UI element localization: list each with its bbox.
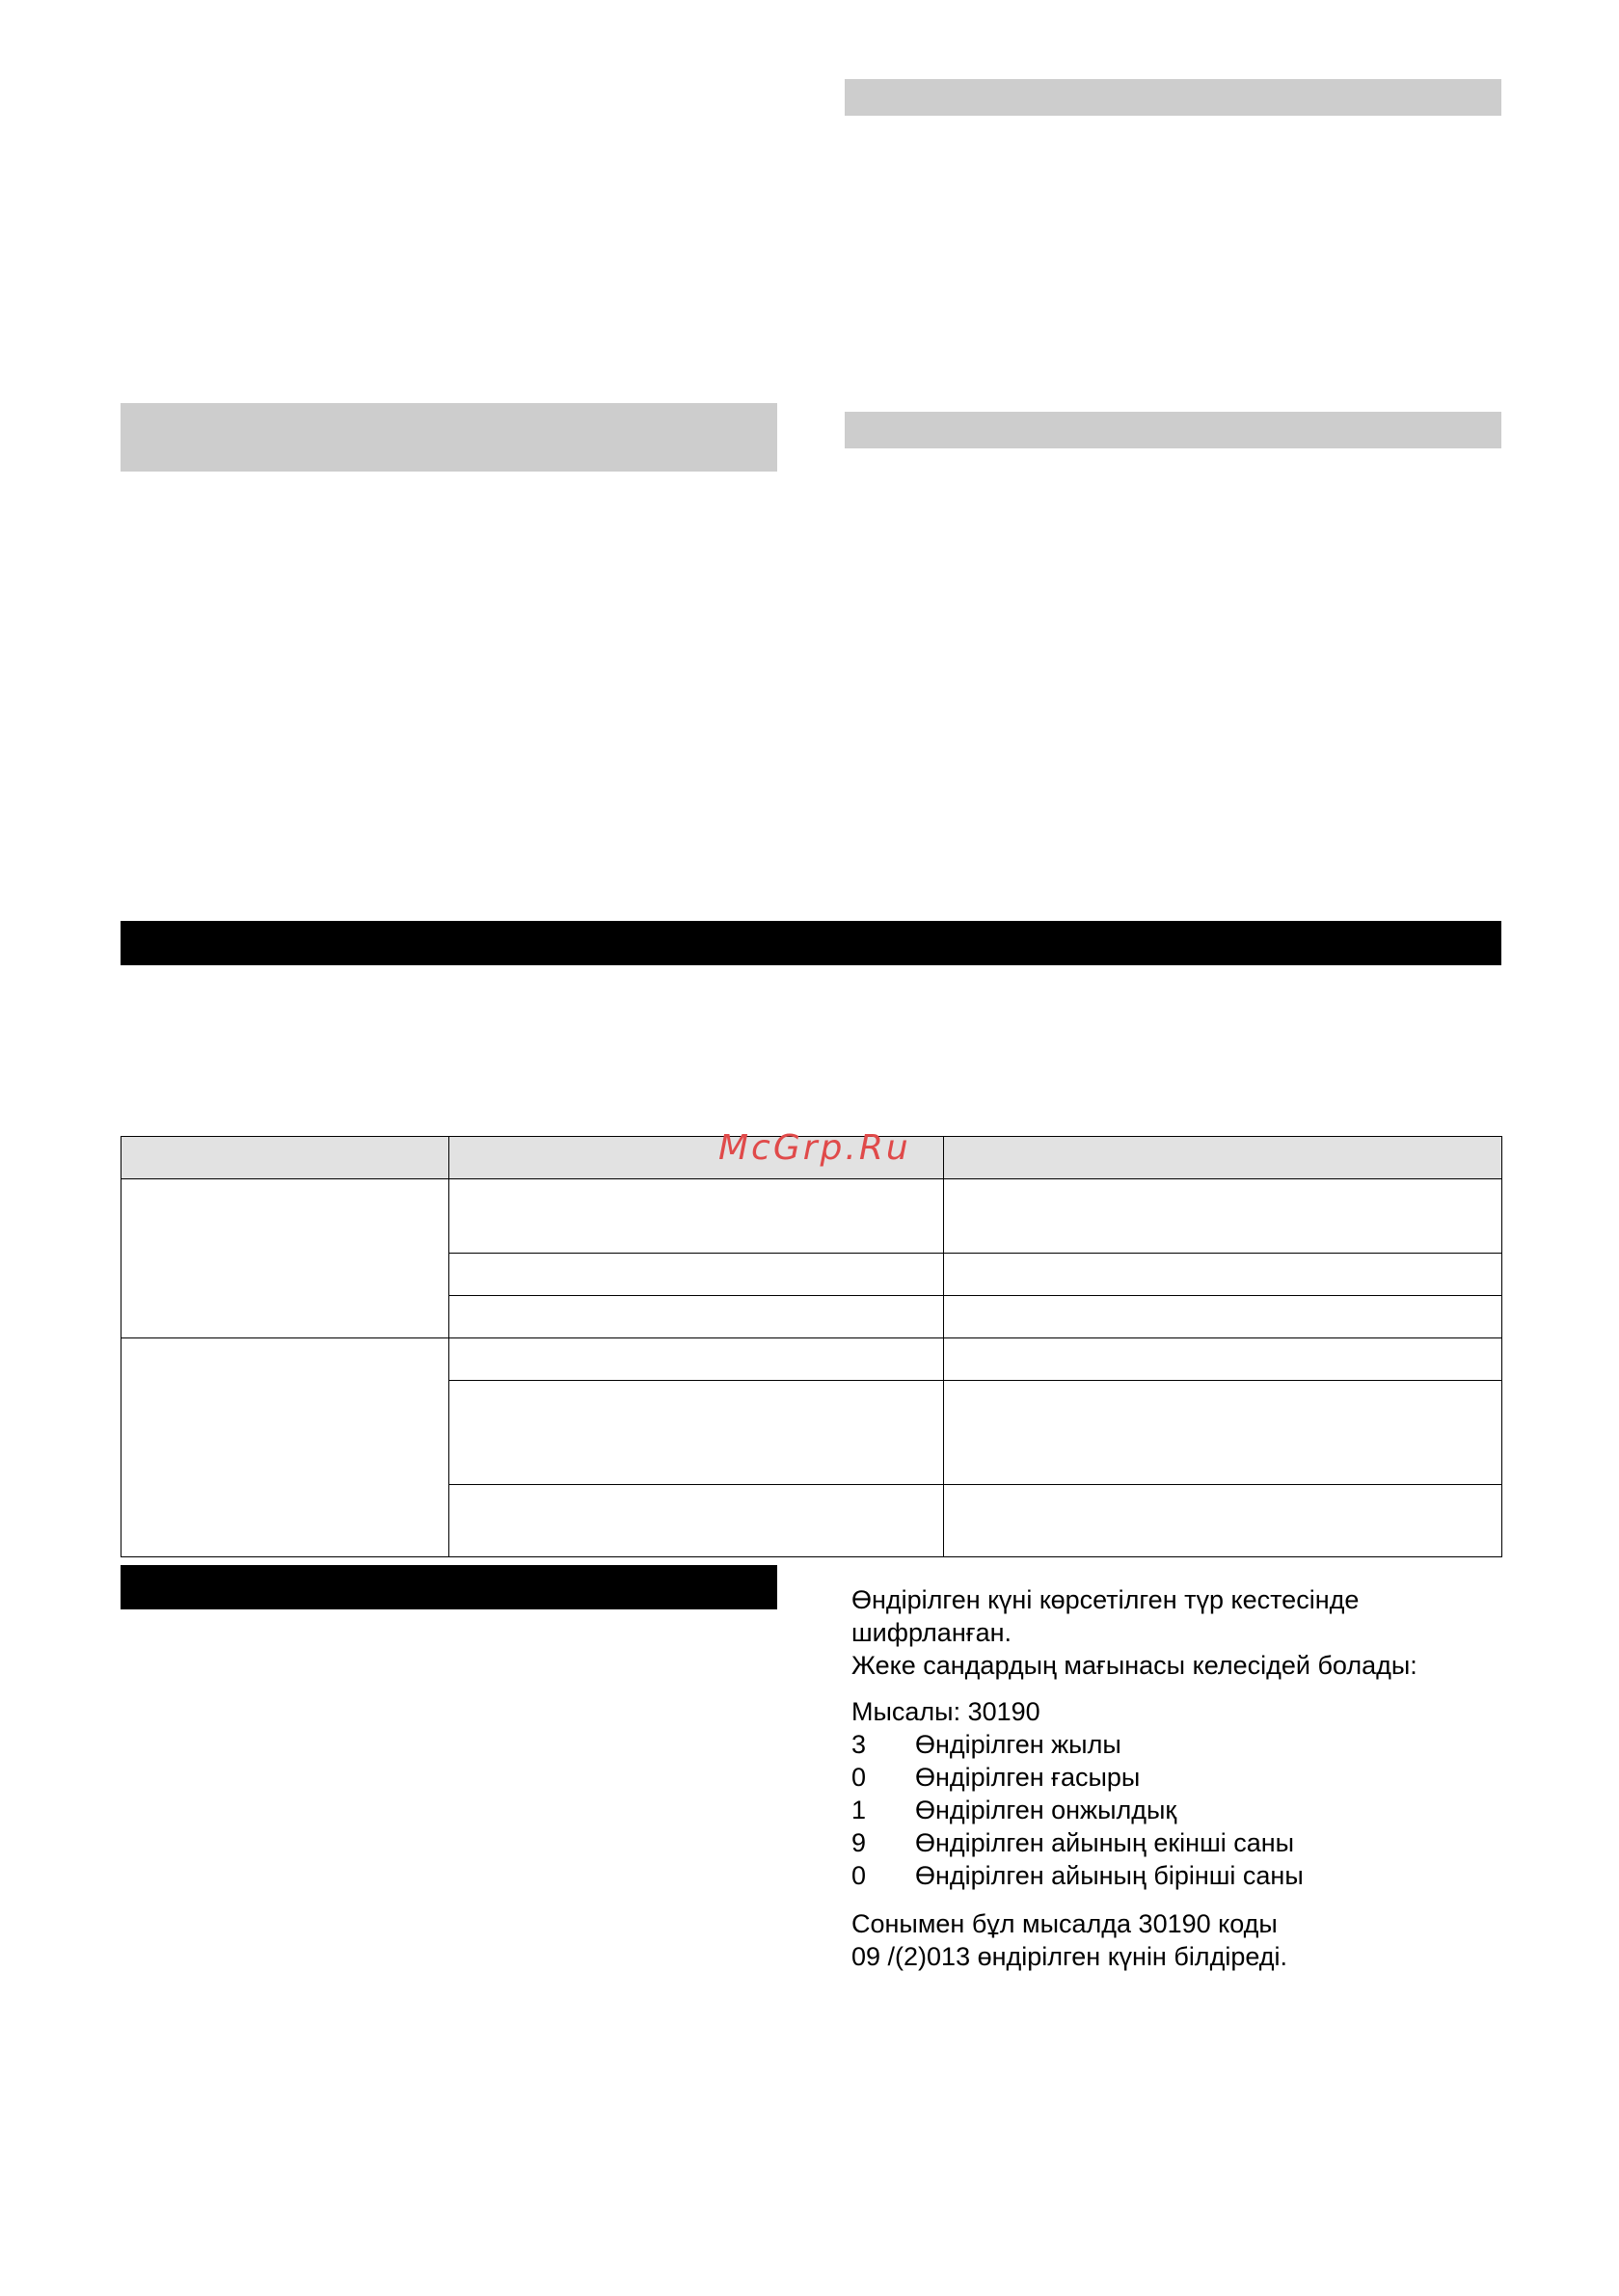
table-cell — [944, 1179, 1502, 1254]
chapter-header-bar — [121, 1565, 777, 1609]
table-row — [121, 1338, 1502, 1381]
table-cell — [944, 1254, 1502, 1296]
table-cell — [449, 1338, 944, 1381]
digit-meaning: Өндірілген айының екінші саны — [915, 1828, 1295, 1857]
table-header-cell — [944, 1137, 1502, 1179]
table-cell — [944, 1338, 1502, 1381]
section-header-bar — [845, 79, 1501, 116]
table-row — [121, 1179, 1502, 1254]
intro-line: Жеке сандардың мағынасы келесідей болады: — [851, 1651, 1417, 1680]
digit: 0 — [851, 1861, 867, 1890]
section-header-bar — [845, 412, 1501, 448]
list-item — [851, 1859, 1304, 1892]
list-item — [851, 1794, 1304, 1826]
digit: 0 — [851, 1763, 867, 1792]
section-header-bar — [121, 403, 777, 472]
chapter-header-bar — [121, 921, 1501, 965]
digit: 3 — [851, 1730, 867, 1759]
troubleshooting-table — [121, 1136, 1502, 1557]
table-cell — [449, 1296, 944, 1338]
conclusion-paragraph — [851, 1907, 1287, 1973]
table-header-cell — [121, 1137, 449, 1179]
table-cell — [121, 1338, 449, 1557]
digit: 1 — [851, 1796, 867, 1824]
list-item — [851, 1761, 1304, 1794]
digit-meaning: Өндірілген онжылдық — [915, 1796, 1177, 1824]
conclusion-line: Сонымен бұл мысалда 30190 коды — [851, 1909, 1278, 1938]
list-item — [851, 1728, 1304, 1761]
intro-line: Өндірілген күні көрсетілген түр кестесінде — [851, 1585, 1360, 1614]
digit-meaning-list — [851, 1728, 1304, 1892]
digit: 9 — [851, 1828, 867, 1857]
table-cell — [449, 1485, 944, 1557]
intro-paragraph — [851, 1583, 1417, 1682]
table-cell — [449, 1381, 944, 1485]
example-label: Мысалы: 30190 — [851, 1697, 1040, 1726]
digit-meaning: Өндірілген ғасыры — [915, 1763, 1141, 1792]
table-cell — [449, 1254, 944, 1296]
digit-meaning: Өндірілген айының бірінші саны — [915, 1861, 1304, 1890]
digit-meaning: Өндірілген жылы — [915, 1730, 1121, 1759]
table-cell — [944, 1381, 1502, 1485]
table-cell — [121, 1179, 449, 1338]
list-item — [851, 1826, 1304, 1859]
intro-line: шифрланған. — [851, 1618, 1012, 1647]
conclusion-line: 09 /(2)013 өндірілген күнін білдіреді. — [851, 1942, 1288, 1971]
table-cell — [449, 1179, 944, 1254]
table-cell — [944, 1485, 1502, 1557]
table-cell — [944, 1296, 1502, 1338]
watermark-text: McGrp.Ru — [718, 1128, 911, 1168]
